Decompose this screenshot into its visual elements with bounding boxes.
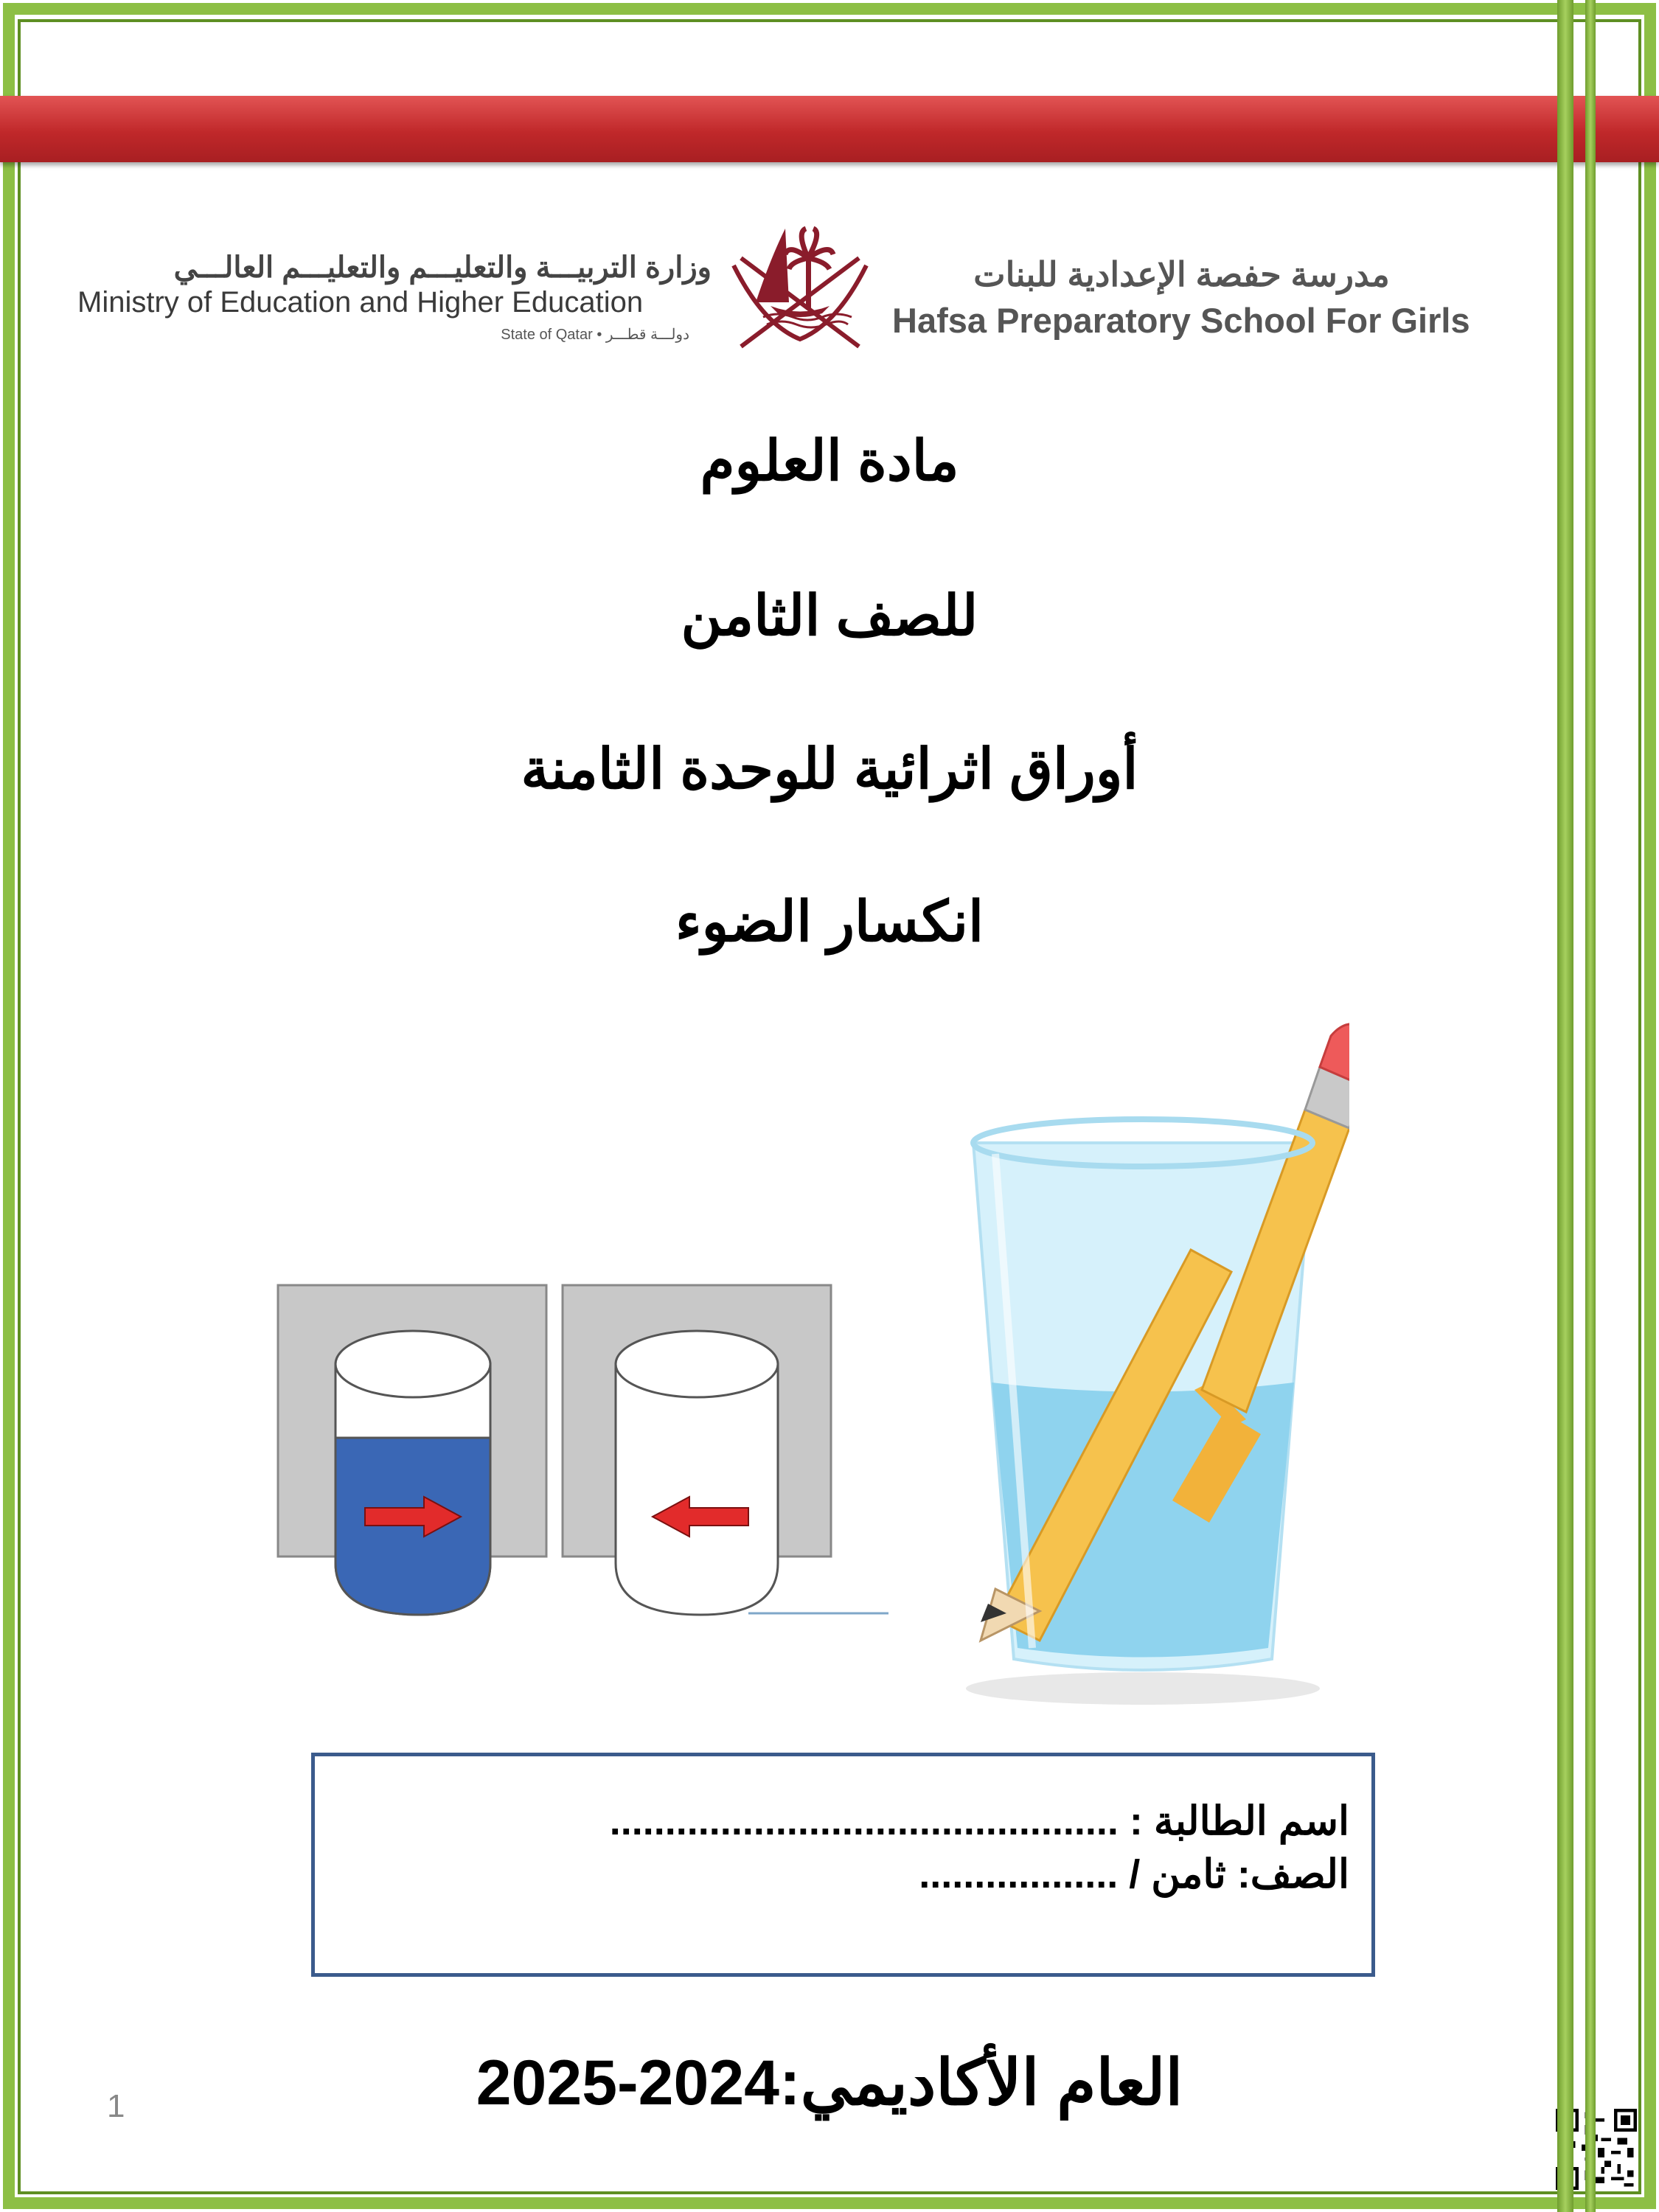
ministry-name-en: Ministry of Education and Higher Education bbox=[77, 286, 644, 319]
right-green-bar-1 bbox=[1557, 0, 1573, 2212]
refraction-cylinders-illustration bbox=[276, 1283, 896, 1622]
ministry-name-ar: وزارة التربيـــة والتعليـــم والتعليـــم العالـــي bbox=[173, 251, 712, 284]
academic-year: العام الأكاديمي:2024-2025 bbox=[476, 2048, 1183, 2118]
school-name-en: Hafsa Preparatory School For Girls bbox=[892, 301, 1470, 340]
school-logo bbox=[892, 254, 1530, 341]
grade-title: للصف الثامن bbox=[681, 585, 978, 647]
qatar-emblem-icon bbox=[719, 214, 881, 354]
topic-title: انكسار الضوء bbox=[675, 891, 984, 953]
student-name-field[interactable]: اسم الطالبة : .............................................. bbox=[609, 1799, 1349, 1843]
student-info-box bbox=[311, 1753, 1375, 1977]
school-name-ar: مدرسة حفصة الإعدادية للبنات bbox=[973, 255, 1390, 293]
header-red-band bbox=[0, 96, 1659, 162]
state-of-qatar: State of Qatar • دولـــة قطـــر bbox=[501, 327, 689, 343]
ministry-logo bbox=[77, 251, 712, 344]
subject-title: مادة العلوم bbox=[700, 430, 959, 493]
right-green-bar-2 bbox=[1585, 0, 1596, 2212]
student-class-field[interactable]: الصف: ثامن / .................. bbox=[919, 1852, 1349, 1896]
pencil-in-glass-illustration bbox=[951, 999, 1349, 1707]
worksheet-title: أوراق اثرائية للوحدة الثامنة bbox=[521, 738, 1138, 801]
page-number: 1 bbox=[107, 2088, 125, 2124]
